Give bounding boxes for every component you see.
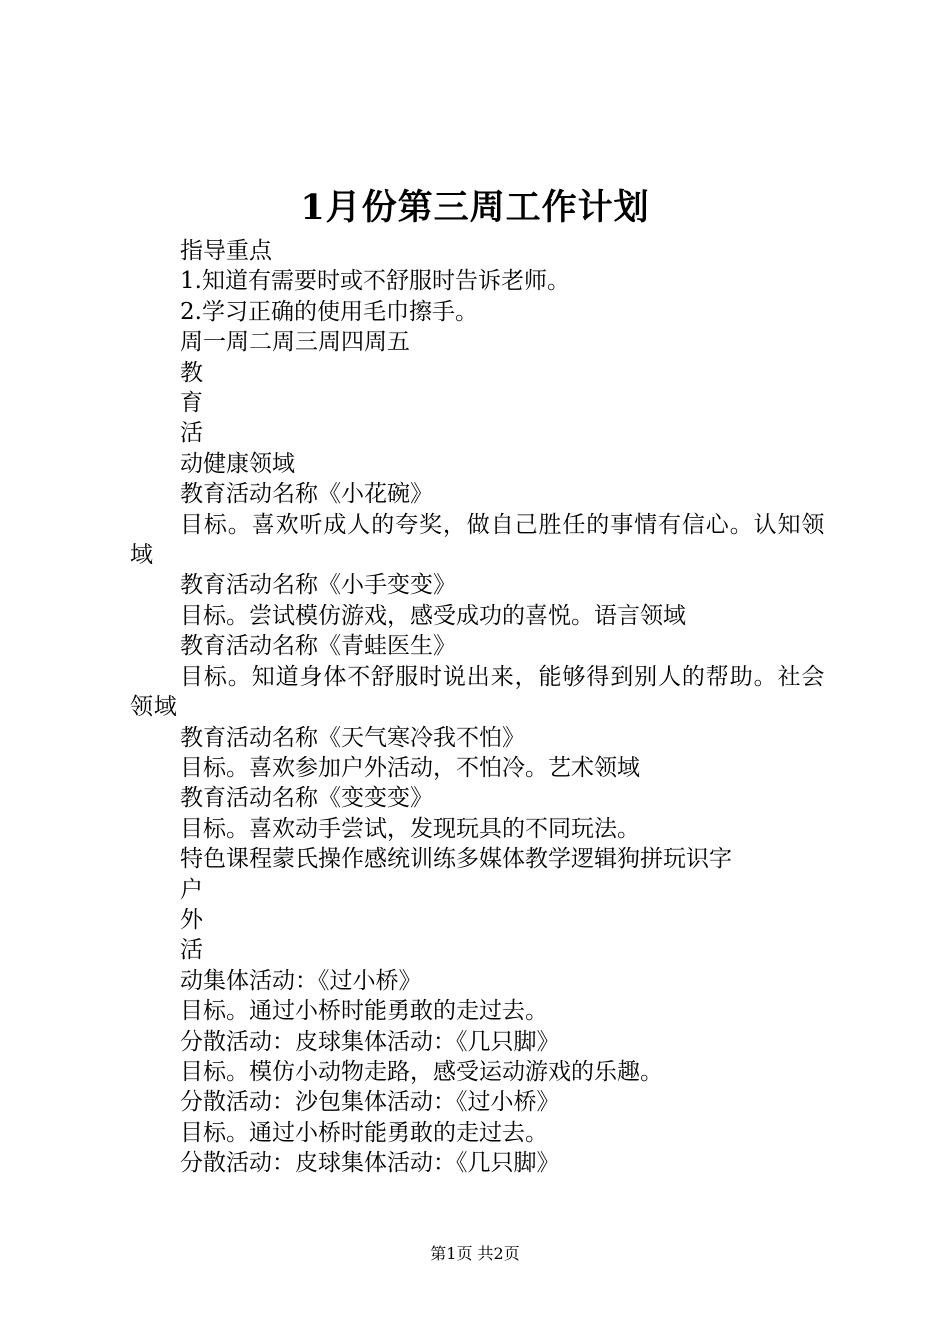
body-line: 2.学习正确的使用毛巾擦手。 [180,298,478,325]
body-line: 指导重点 [180,238,272,264]
body-line: 活 [180,420,203,447]
body-line: 特色课程蒙氏操作感统训练多媒体教学逻辑狗拼玩识字 [180,846,732,873]
document-body [130,236,835,1179]
body-line: 教 [180,359,203,386]
body-line: 动集体活动：《过小桥》 [180,967,422,994]
body-line: 教育活动名称《小手变变》 [180,572,456,599]
body-line: 目标。通过小桥时能勇敢的走过去。 [180,998,548,1025]
body-line: 周一周二周三周四周五 [180,329,410,356]
body-line: 分散活动：沙包集体活动：《过小桥》 [180,1089,560,1116]
body-line: 目标。喜欢动手尝试，发现玩具的不同玩法。 [180,815,640,842]
body-line: 目标。尝试模仿游戏，感受成功的喜悦。语言领域 [180,602,686,629]
body-paragraph: 目标。喜欢听成人的夸奖，做自己胜任的事情有信心。认知领域 [130,511,826,569]
body-line: 育 [180,390,203,417]
body-line: 1.知道有需要时或不舒服时告诉老师。 [180,268,570,295]
body-line: 分散活动：皮球集体活动：《几只脚》 [180,1028,560,1055]
body-line: 户 [180,876,203,903]
body-line: 教育活动名称《天气寒冷我不怕》 [180,724,525,751]
body-line: 外 [180,906,203,933]
body-line: 目标。通过小桥时能勇敢的走过去。 [180,1119,548,1146]
body-line: 教育活动名称《青蛙医生》 [180,633,456,660]
document-title: 1月份第三周工作计划 [300,187,650,228]
body-line: 目标。模仿小动物走路，感受运动游戏的乐趣。 [180,1058,663,1085]
body-line: 动健康领域 [180,450,295,477]
body-line: 教育活动名称《变变变》 [180,785,433,812]
page-footer: 第1页 共2页 [430,1244,520,1263]
body-paragraph: 目标。知道身体不舒服时说出来，能够得到别人的帮助。社会领域 [130,663,826,721]
body-line: 分散活动：皮球集体活动：《几只脚》 [180,1150,560,1177]
body-line: 教育活动名称《小花碗》 [180,481,433,508]
body-line: 目标。喜欢参加户外活动，不怕冷。艺术领域 [180,754,640,781]
body-line: 活 [180,937,203,964]
